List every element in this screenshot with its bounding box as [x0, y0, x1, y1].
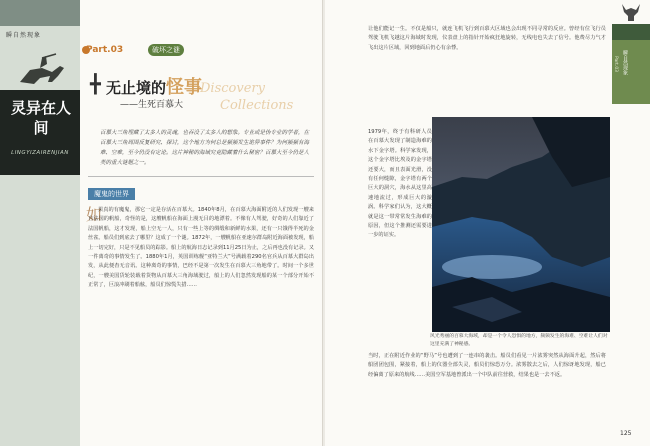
section-subtitle: LINGYIZAIRENJIAN	[11, 150, 69, 156]
page-title	[106, 73, 202, 99]
heading-watermark	[200, 80, 320, 114]
part-label: Part.03	[86, 45, 124, 55]
divider	[88, 176, 314, 177]
body-text-right-column: 1979年，终于有科研人员在百慕大发现了制造海难的水下金字塔。科学家发现，这个金字塔比埃及的金字塔还要大，而且表面光滑，没有任何缝隙，金字塔有两个巨大的洞穴，海水从这里高速地流过，形成巨大的漩涡。科学家们认为，这大概就是这一带常常发生海难的原因，但这个推测还需要进一步的证实。	[368, 129, 432, 239]
right-sidebar-label: 瞬自然现象	[622, 50, 628, 75]
body-text-right-bottom: 当时，正在附近作业的“野马”号也遭到了一连串的袭击。船员们看见一片浓雾突然从海面升起，然后将船团团包围，紧接着，船上的仪器全部失灵，船员们惊恐万分。浓雾散去之后，人们惊讶地发现，船已经偏离了原来的航线……美国空军基地曾派出一个中队前往营救，结果也是一去不返。	[368, 353, 606, 378]
section-subhead: 魔鬼的世界	[88, 188, 135, 200]
watermark-line-2: Collections	[220, 98, 294, 113]
heading-cross-icon: ╋	[90, 74, 101, 95]
deer-emblem-icon	[618, 2, 644, 22]
watermark-line-1: Discovery	[200, 81, 265, 96]
horse-rider-icon	[12, 52, 72, 88]
drop-cap: 如	[86, 205, 103, 224]
sidebar-top-band	[0, 0, 80, 26]
body-text-left-content: 果真的有魔鬼，那它一定是存活在百慕大。1840年8月，在百慕大海面附近的人们发现一艘来自法国的帆船，奇怪的是，这艘帆船在海面上漫无目的地漂着。不像有人驾驶，好奇的人们靠近了法国帆船，这才发现，船上空无一人，只有一些上等的绸缎和新鲜的水果，还有一只饿得半死的金丝雀。船员们到底去了哪里？这成了一个谜。1872年，一艘帆船在亚速尔群岛附近海面被发现，船上一切完好，只是不见船员的踪影。船上的航海日志记录到11月25日为止，之后再也没有记录。又一件离奇的事情发生了。1880年1月，英国训练舰“亚特兰大”号满载着290名官兵从百慕大群岛出发，从此便杳无音讯。这种离奇的事情，巴经不是第一次发生在百慕大三角地带了。时间一个多世纪，一艘美国货轮装载着货物从百慕大三角海域驶过，船上的人们忽然发现船的某一个部分开始不正常了，巨浪冲刷着船舷，船员们惊慌失措……	[88, 207, 314, 289]
page-subtitle: ——生死百慕大	[120, 100, 184, 110]
page-title-accent: 怪事	[166, 77, 203, 98]
part-tag: 破坏之谜	[148, 44, 184, 56]
left-sidebar	[0, 0, 80, 446]
body-text-left	[88, 206, 314, 291]
body-text-right-top: 让他们能记一生。不仅是船只，就连飞机飞行到百慕大区域也会出现不同寻常的反应。曾经有位飞行员驾驶飞机飞越这片海域时发现，仪表盘上的指针开始疯狂地旋转，无线电也失去了信号。他费尽力气才飞出这片区域，回到地面后仍心有余悸。	[368, 26, 606, 51]
page-title-prefix: 无止境的	[106, 79, 167, 97]
section-title: 灵异在人间	[10, 99, 71, 137]
intro-paragraph: 百慕大三角埋藏了太多人的灵魂，也吞没了太多人的想象。专业或是伪专业的学者，在百慕大三角周围反复研究、探讨，这个地方为何总是频频发生诡异事件？为何频频有海难、空难，至今仍没有定论。这片神秘的海域究竟隐藏着什么秘密？百慕大至今仍是人类的重大谜题之一。	[100, 130, 310, 166]
photo-caption: 风光秀丽的百慕大海域，却是一个令人恐惧的地方，频频发生的海难、空难让人们对这里充满了神秘感。	[430, 334, 608, 347]
page-number: 125	[620, 430, 632, 437]
series-label: 瞬自然现象	[6, 32, 42, 39]
right-sidebar-part: Part.03	[613, 56, 618, 73]
coastal-rocks-photo	[432, 117, 610, 332]
right-sidebar-band	[612, 24, 650, 40]
left-page	[0, 0, 323, 446]
